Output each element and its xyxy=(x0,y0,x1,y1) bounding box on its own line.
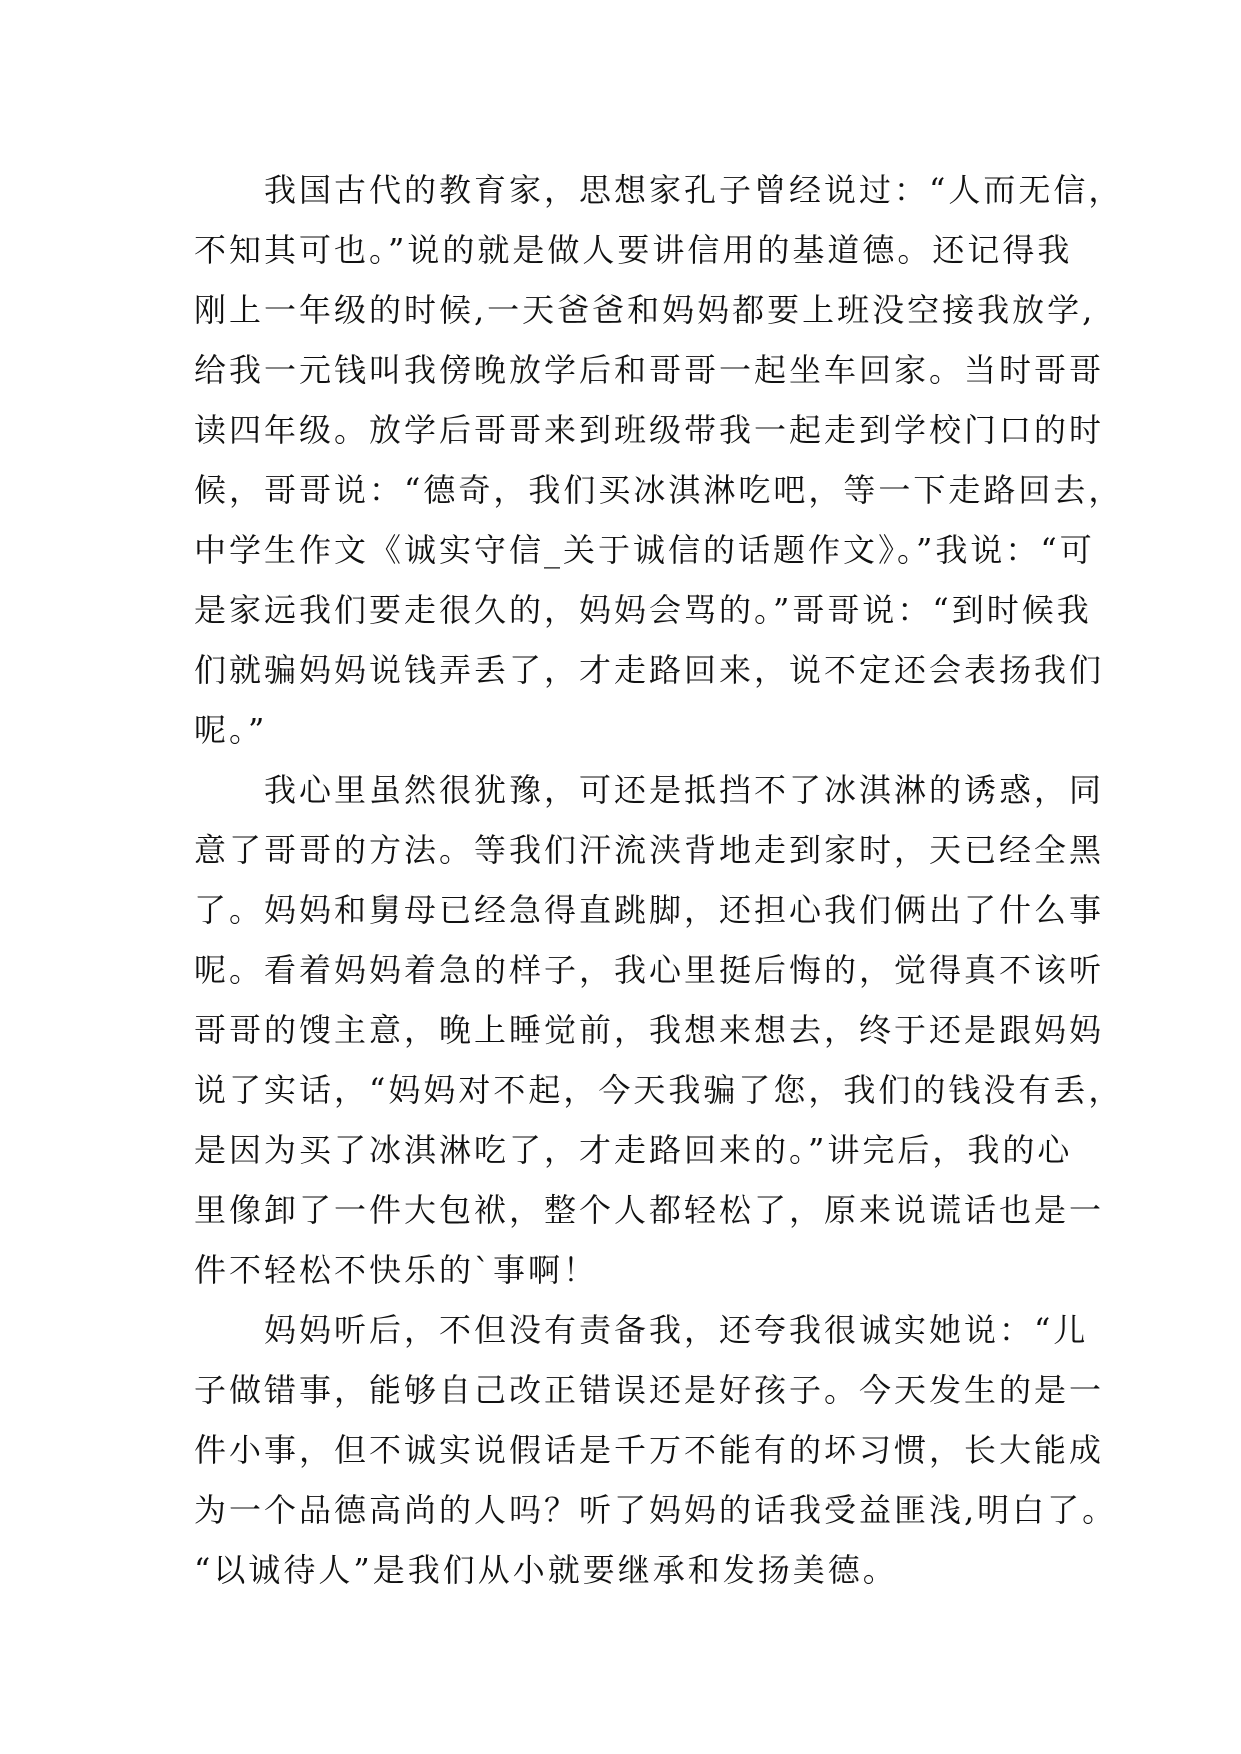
paragraph-1 xyxy=(194,160,1124,760)
paragraph-line: 哥哥的馊主意，晚上睡觉前，我想来想去，终于还是跟妈妈 xyxy=(194,1011,1105,1049)
paragraph-line: 候，哥哥说：“德奇，我们买冰淇淋吃吧，等一下走路回去， xyxy=(194,471,1124,509)
paragraph-line: 件不轻松不快乐的`事啊！ xyxy=(194,1251,599,1289)
paragraph-line: 我国古代的教育家，思想家孔子曾经说过：“人而无信， xyxy=(264,171,1124,209)
paragraph-line: 不知其可也。”说的就是做人要讲信用的基道德。还记得我 xyxy=(194,231,1073,269)
paragraph-line: 为一个品德高尚的人吗？听了妈妈的话我受益匪浅,明白了。 xyxy=(194,1491,1118,1529)
paragraph-line: 中学生作文《诚实守信_关于诚信的话题作文》。”我说：“可 xyxy=(194,531,1095,569)
paragraph-line: 意了哥哥的方法。等我们汗流浃背地走到家时，天已经全黑 xyxy=(194,831,1105,869)
paragraph-line: 了。妈妈和舅母已经急得直跳脚，还担心我们俩出了什么事 xyxy=(194,891,1105,929)
paragraph-line: 是因为买了冰淇淋吃了，才走路回来的。”讲完后，我的心 xyxy=(194,1131,1073,1169)
paragraph-2 xyxy=(194,760,1124,1300)
paragraph-line: 里像卸了一件大包袱，整个人都轻松了，原来说谎话也是一 xyxy=(194,1191,1105,1229)
paragraph-3 xyxy=(194,1300,1118,1600)
paragraph-line: 刚上一年级的时候,一天爸爸和妈妈都要上班没空接我放学, xyxy=(194,291,1096,329)
paragraph-line: “以诚待人”是我们从小就要继承和发扬美德。 xyxy=(194,1551,898,1589)
paragraph-line: 是家远我们要走很久的，妈妈会骂的。”哥哥说：“到时候我 xyxy=(194,591,1092,629)
paragraph-line: 我心里虽然很犹豫，可还是抵挡不了冰淇淋的诱惑，同 xyxy=(264,771,1105,809)
paragraph-line: 呢。看着妈妈着急的样子，我心里挺后悔的，觉得真不该听 xyxy=(194,951,1105,989)
paragraph-line: 说了实话，“妈妈对不起，今天我骗了您，我们的钱没有丢， xyxy=(194,1071,1124,1109)
essay-body xyxy=(194,160,1124,1600)
paragraph-line: 件小事，但不诚实说假话是千万不能有的坏习惯，长大能成 xyxy=(194,1431,1105,1469)
paragraph-line: 呢。” xyxy=(194,711,268,749)
paragraph-line: 妈妈听后，不但没有责备我，还夸我很诚实她说：“儿 xyxy=(264,1311,1089,1349)
paragraph-line: 给我一元钱叫我傍晚放学后和哥哥一起坐车回家。当时哥哥 xyxy=(194,351,1105,389)
paragraph-line: 们就骗妈妈说钱弄丢了，才走路回来，说不定还会表扬我们 xyxy=(194,651,1105,689)
paragraph-line: 读四年级。放学后哥哥来到班级带我一起走到学校门口的时 xyxy=(194,411,1105,449)
paragraph-line: 子做错事，能够自己改正错误还是好孩子。今天发生的是一 xyxy=(194,1371,1105,1409)
